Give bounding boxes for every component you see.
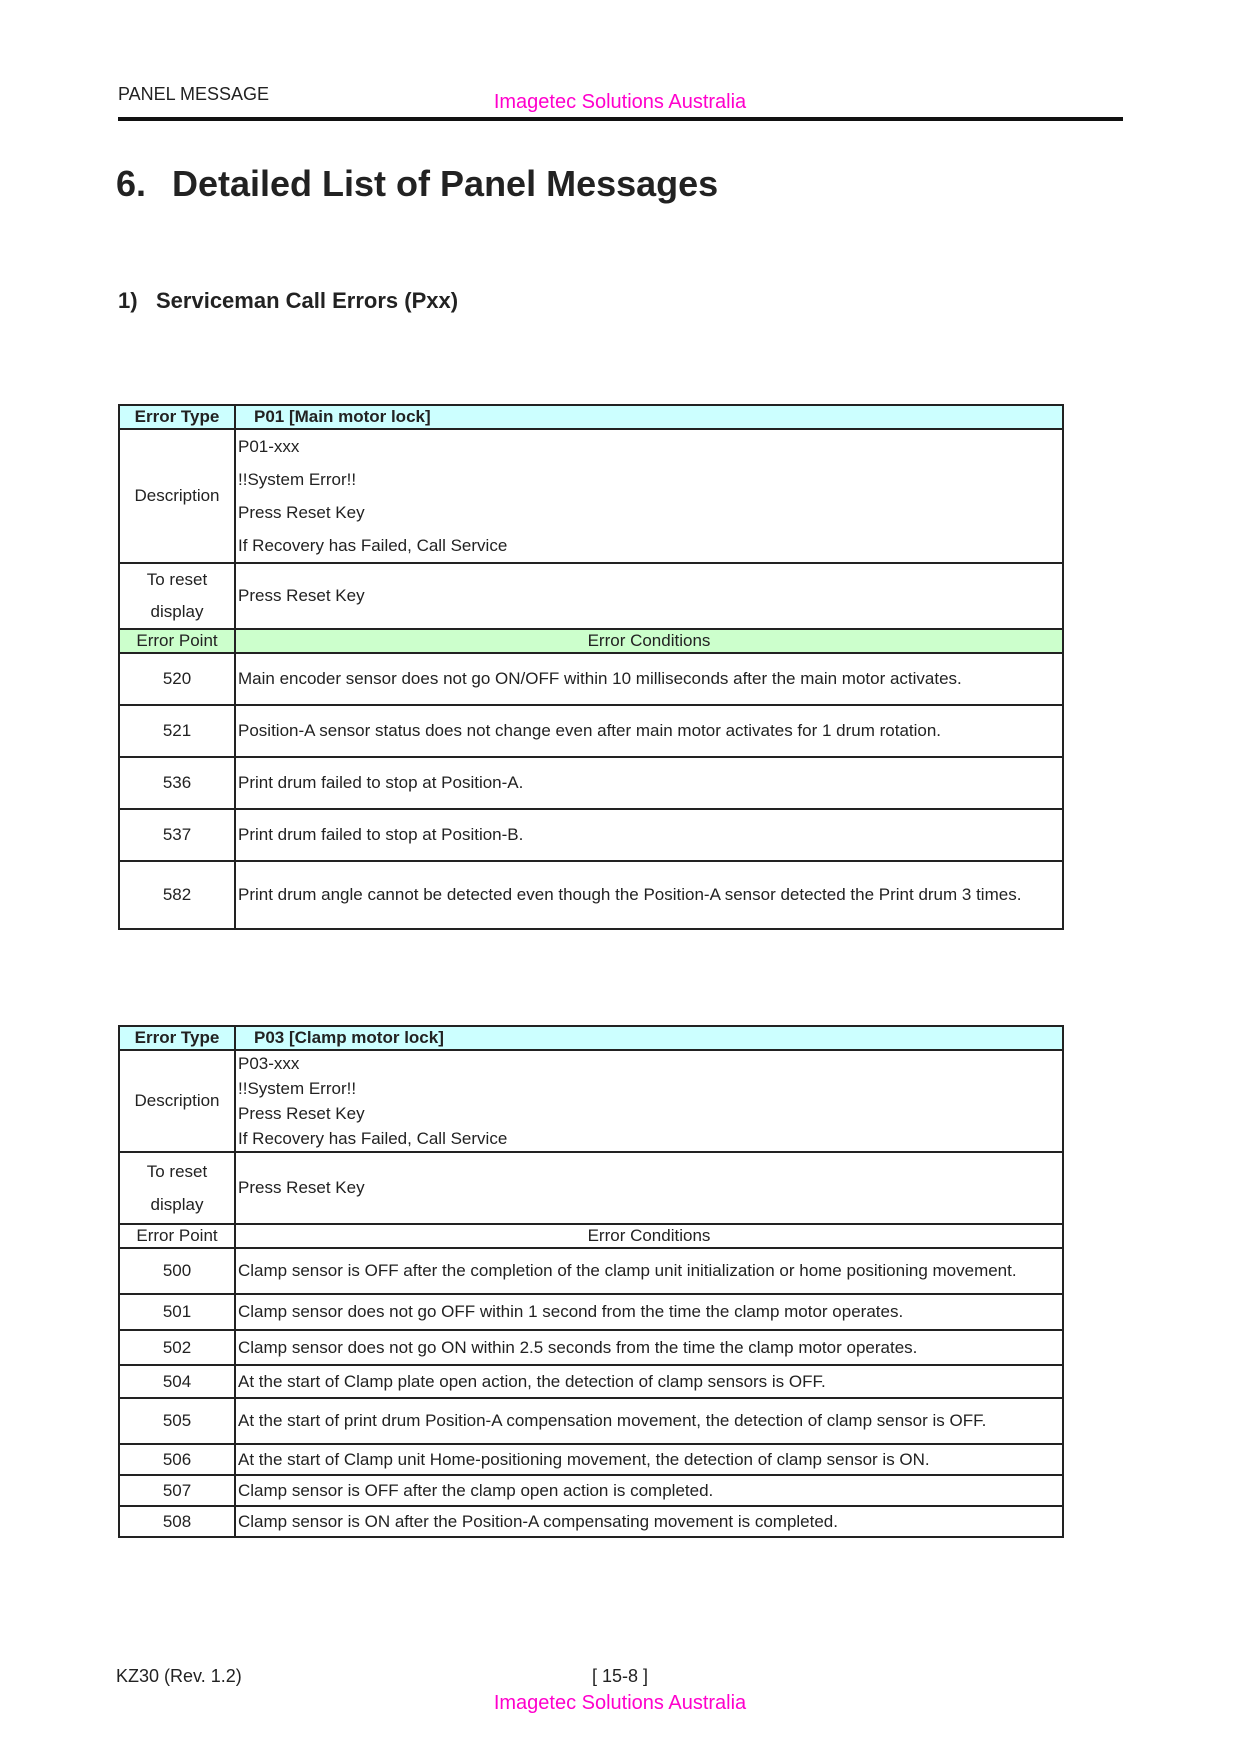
- description-line: P01-xxx: [238, 437, 300, 456]
- error-type-value: P03 [Clamp motor lock]: [235, 1026, 1063, 1050]
- error-condition: Clamp sensor is OFF after the clamp open action is completed.: [235, 1475, 1063, 1506]
- error-table-p03: [118, 1025, 1064, 1538]
- header-rule: [118, 117, 1123, 121]
- running-header: PANEL MESSAGE: [118, 84, 270, 104]
- error-condition: Main encoder sensor does not go ON/OFF within 10 milliseconds after the main motor activates.: [235, 653, 1063, 705]
- error-point: 521: [119, 705, 235, 757]
- error-condition: Print drum failed to stop at Position-A.: [235, 757, 1063, 809]
- description-line: !!System Error!!: [238, 1079, 357, 1098]
- table-row: [119, 1330, 1063, 1365]
- table-row: [119, 1398, 1063, 1444]
- table-row: [119, 705, 1063, 757]
- error-conditions-label: Error Conditions: [235, 629, 1063, 653]
- reset-value: Press Reset Key: [235, 1152, 1063, 1224]
- error-point-label: Error Point: [119, 1224, 235, 1248]
- error-condition: At the start of Clamp plate open action, the detection of clamp sensors is OFF.: [235, 1365, 1063, 1398]
- conditions-header-row: [119, 629, 1063, 653]
- error-table-p01: [118, 404, 1064, 930]
- table-row: [119, 757, 1063, 809]
- reset-label: [119, 563, 235, 629]
- reset-value: Press Reset Key: [235, 563, 1063, 629]
- error-condition: Clamp sensor is OFF after the completion of the clamp unit initialization or home positioning movement.: [235, 1248, 1063, 1294]
- error-point: 507: [119, 1475, 235, 1506]
- description-line: !!System Error!!: [238, 470, 357, 489]
- reset-row: [119, 563, 1063, 629]
- error-conditions-label: Error Conditions: [235, 1224, 1063, 1248]
- description-value: [235, 1050, 1063, 1152]
- reset-label-line-2: display: [150, 602, 204, 621]
- footer-doc-id: KZ30 (Rev. 1.2): [116, 1666, 242, 1686]
- description-row: [119, 1050, 1063, 1152]
- table-row: [119, 1506, 1063, 1537]
- conditions-header-row: [119, 1224, 1063, 1248]
- error-condition: Print drum angle cannot be detected even though the Position-A sensor detected the Print drum 3 times.: [235, 861, 1063, 929]
- error-point: 536: [119, 757, 235, 809]
- page-title-number: 6.: [116, 163, 147, 204]
- error-point-label: Error Point: [119, 629, 235, 653]
- reset-label-line-1: To reset: [146, 570, 208, 589]
- table-row: [119, 1475, 1063, 1506]
- error-condition: Clamp sensor does not go ON within 2.5 seconds from the time the clamp motor operates.: [235, 1330, 1063, 1365]
- watermark-top: Imagetec Solutions Australia: [493, 91, 747, 113]
- description-line: Press Reset Key: [238, 503, 365, 522]
- reset-label-line-1: To reset: [146, 1162, 208, 1181]
- error-type-label: Error Type: [119, 1026, 235, 1050]
- reset-label: [119, 1152, 235, 1224]
- page-title-text: Detailed List of Panel Messages: [172, 163, 719, 204]
- error-type-row: [119, 1026, 1063, 1050]
- section-text: Serviceman Call Errors (Pxx): [156, 288, 459, 313]
- error-condition: At the start of Clamp unit Home-positioning movement, the detection of clamp sensor is ON.: [235, 1444, 1063, 1475]
- description-label: Description: [119, 1050, 235, 1152]
- error-condition: Position-A sensor status does not change even after main motor activates for 1 drum rotation.: [235, 705, 1063, 757]
- error-point: 502: [119, 1330, 235, 1365]
- error-condition: Print drum failed to stop at Position-B.: [235, 809, 1063, 861]
- section-title: [118, 288, 458, 314]
- table-row: [119, 1248, 1063, 1294]
- table-row: [119, 1294, 1063, 1330]
- description-line: Press Reset Key: [238, 1104, 365, 1123]
- error-condition: Clamp sensor is ON after the Position-A compensating movement is completed.: [235, 1506, 1063, 1537]
- error-point: 508: [119, 1506, 235, 1537]
- description-label: Description: [119, 429, 235, 563]
- error-condition: Clamp sensor does not go OFF within 1 second from the time the clamp motor operates.: [235, 1294, 1063, 1330]
- error-point: 537: [119, 809, 235, 861]
- description-line: P03-xxx: [238, 1054, 300, 1073]
- error-point: 520: [119, 653, 235, 705]
- error-point: 501: [119, 1294, 235, 1330]
- table-row: [119, 1444, 1063, 1475]
- error-point: 506: [119, 1444, 235, 1475]
- reset-label-line-2: display: [150, 1195, 204, 1214]
- table-row: [119, 809, 1063, 861]
- error-condition: At the start of print drum Position-A compensation movement, the detection of clamp sensor is OFF.: [235, 1398, 1063, 1444]
- error-point: 504: [119, 1365, 235, 1398]
- footer-page-number: [ 15-8 ]: [591, 1666, 649, 1686]
- error-type-label: Error Type: [119, 405, 235, 429]
- description-line: If Recovery has Failed, Call Service: [238, 536, 508, 555]
- section-number: 1): [118, 288, 138, 313]
- error-point: 505: [119, 1398, 235, 1444]
- description-value: [235, 429, 1063, 563]
- description-row: [119, 429, 1063, 563]
- page-title: [116, 163, 718, 205]
- description-line: If Recovery has Failed, Call Service: [238, 1129, 508, 1148]
- watermark-bottom: Imagetec Solutions Australia: [493, 1692, 747, 1714]
- table-row: [119, 653, 1063, 705]
- table-row: [119, 861, 1063, 929]
- error-point: 500: [119, 1248, 235, 1294]
- reset-row: [119, 1152, 1063, 1224]
- error-type-row: [119, 405, 1063, 429]
- table-row: [119, 1365, 1063, 1398]
- error-point: 582: [119, 861, 235, 929]
- error-type-value: P01 [Main motor lock]: [235, 405, 1063, 429]
